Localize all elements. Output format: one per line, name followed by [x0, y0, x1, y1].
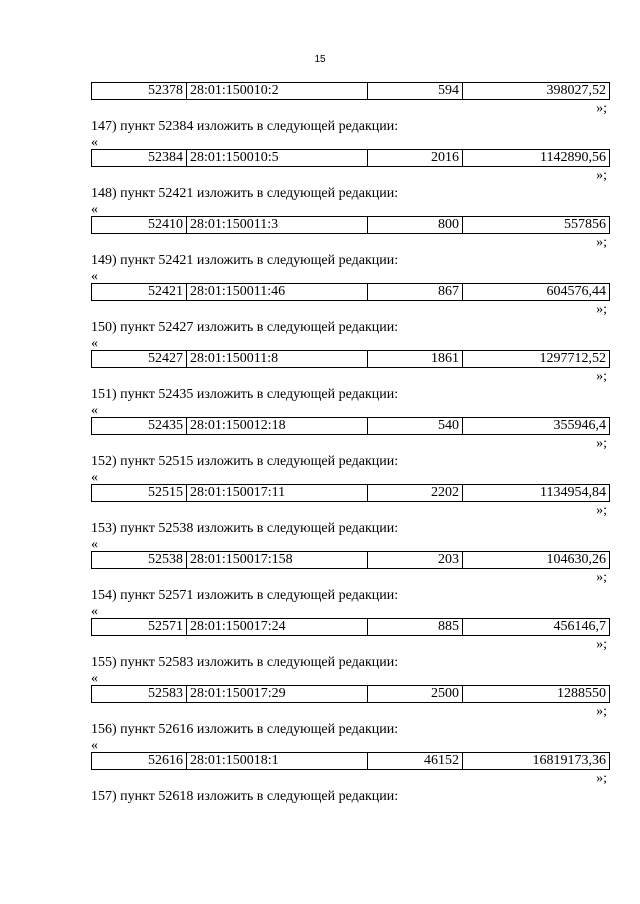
- row-number-cell: 52421: [92, 284, 187, 301]
- amendment-heading: 148) пункт 52421 изложить в следующей редакции:: [91, 186, 399, 201]
- closing-quote: »;: [596, 570, 607, 585]
- table-row: [91, 149, 610, 167]
- area-cell: 2500: [368, 686, 463, 703]
- area-cell: 540: [368, 418, 463, 435]
- table-row: [91, 350, 610, 368]
- cadastral-number-cell: 28:01:150011:8: [187, 351, 368, 368]
- amendment-block: [91, 167, 610, 234]
- amendment-heading: 156) пункт 52616 изложить в следующей редакции:: [91, 722, 399, 737]
- table-row: [91, 417, 610, 435]
- row-number-cell: 52515: [92, 485, 187, 502]
- cadastral-number-cell: 28:01:150018:1: [187, 753, 368, 770]
- value-cell: 456146,7: [463, 619, 610, 636]
- cadastral-number-cell: 28:01:150010:5: [187, 150, 368, 167]
- table-row: [91, 551, 610, 569]
- table-row: [91, 82, 610, 100]
- closing-quote: »;: [596, 302, 607, 317]
- amendment-block: [91, 502, 610, 569]
- table-row: [91, 484, 610, 502]
- area-cell: 46152: [368, 753, 463, 770]
- area-cell: 1861: [368, 351, 463, 368]
- row-number-cell: 52583: [92, 686, 187, 703]
- amendment-block: [91, 703, 610, 770]
- amendment-heading: 150) пункт 52427 изложить в следующей редакции:: [91, 320, 399, 335]
- area-cell: 885: [368, 619, 463, 636]
- cadastral-number-cell: 28:01:150017:11: [187, 485, 368, 502]
- amendment-block: [91, 301, 610, 368]
- row-number-cell: 52410: [92, 217, 187, 234]
- closing-quote: »;: [596, 101, 607, 116]
- value-cell: 1297712,52: [463, 351, 610, 368]
- amendment-heading: 147) пункт 52384 изложить в следующей редакции:: [91, 119, 399, 134]
- row-number-cell: 52378: [92, 83, 187, 100]
- opening-quote: «: [91, 470, 98, 485]
- row-number-cell: 52616: [92, 753, 187, 770]
- opening-quote: «: [91, 403, 98, 418]
- closing-quote: »;: [596, 771, 607, 786]
- cadastral-number-cell: 28:01:150012:18: [187, 418, 368, 435]
- value-cell: 355946,4: [463, 418, 610, 435]
- closing-quote: »;: [596, 235, 607, 250]
- amendment-heading: 151) пункт 52435 изложить в следующей редакции:: [91, 387, 399, 402]
- table-row: [91, 283, 610, 301]
- row-number-cell: 52384: [92, 150, 187, 167]
- value-cell: 16819173,36: [463, 753, 610, 770]
- cadastral-number-cell: 28:01:150011:46: [187, 284, 368, 301]
- cadastral-number-cell: 28:01:150017:158: [187, 552, 368, 569]
- row-number-cell: 52571: [92, 619, 187, 636]
- amendment-heading: 149) пункт 52421 изложить в следующей редакции:: [91, 253, 399, 268]
- table-row: [91, 618, 610, 636]
- table-row: [91, 216, 610, 234]
- opening-quote: «: [91, 671, 98, 686]
- row-number-cell: 52538: [92, 552, 187, 569]
- amendment-block: [91, 100, 610, 167]
- opening-quote: «: [91, 537, 98, 552]
- closing-quote: »;: [596, 168, 607, 183]
- amendment-block: [91, 234, 610, 301]
- opening-quote: «: [91, 269, 98, 284]
- closing-quote: »;: [596, 436, 607, 451]
- area-cell: 2016: [368, 150, 463, 167]
- closing-quote: »;: [596, 503, 607, 518]
- area-cell: 203: [368, 552, 463, 569]
- opening-quote: «: [91, 336, 98, 351]
- value-cell: 104630,26: [463, 552, 610, 569]
- value-cell: 557856: [463, 217, 610, 234]
- area-cell: 800: [368, 217, 463, 234]
- opening-quote: «: [91, 202, 98, 217]
- opening-quote: «: [91, 135, 98, 150]
- amendment-heading: 153) пункт 52538 изложить в следующей редакции:: [91, 521, 399, 536]
- page-number: 15: [314, 54, 326, 65]
- cadastral-number-cell: 28:01:150017:24: [187, 619, 368, 636]
- amendment-heading: 152) пункт 52515 изложить в следующей редакции:: [91, 454, 399, 469]
- table-row: [91, 685, 610, 703]
- amendment-block: [91, 368, 610, 435]
- value-cell: 1134954,84: [463, 485, 610, 502]
- closing-quote: »;: [596, 369, 607, 384]
- area-cell: 867: [368, 284, 463, 301]
- amendment-heading: 154) пункт 52571 изложить в следующей редакции:: [91, 588, 399, 603]
- row-number-cell: 52435: [92, 418, 187, 435]
- amendment-block: [91, 569, 610, 636]
- cadastral-number-cell: 28:01:150011:3: [187, 217, 368, 234]
- document-body: [91, 82, 610, 806]
- closing-quote: »;: [596, 637, 607, 652]
- amendment-heading: 157) пункт 52618 изложить в следующей редакции:: [91, 789, 399, 804]
- opening-quote: «: [91, 738, 98, 753]
- cadastral-number-cell: 28:01:150017:29: [187, 686, 368, 703]
- value-cell: 1142890,56: [463, 150, 610, 167]
- value-cell: 1288550: [463, 686, 610, 703]
- amendment-heading: 155) пункт 52583 изложить в следующей редакции:: [91, 655, 399, 670]
- closing-quote: »;: [596, 704, 607, 719]
- amendment-block: [91, 636, 610, 703]
- area-cell: 2202: [368, 485, 463, 502]
- amendment-list: [91, 100, 610, 787]
- cadastral-number-cell: 28:01:150010:2: [187, 83, 368, 100]
- amendment-block: [91, 435, 610, 502]
- value-cell: 398027,52: [463, 83, 610, 100]
- value-cell: 604576,44: [463, 284, 610, 301]
- opening-quote: «: [91, 604, 98, 619]
- row-number-cell: 52427: [92, 351, 187, 368]
- area-cell: 594: [368, 83, 463, 100]
- table-row: [91, 752, 610, 770]
